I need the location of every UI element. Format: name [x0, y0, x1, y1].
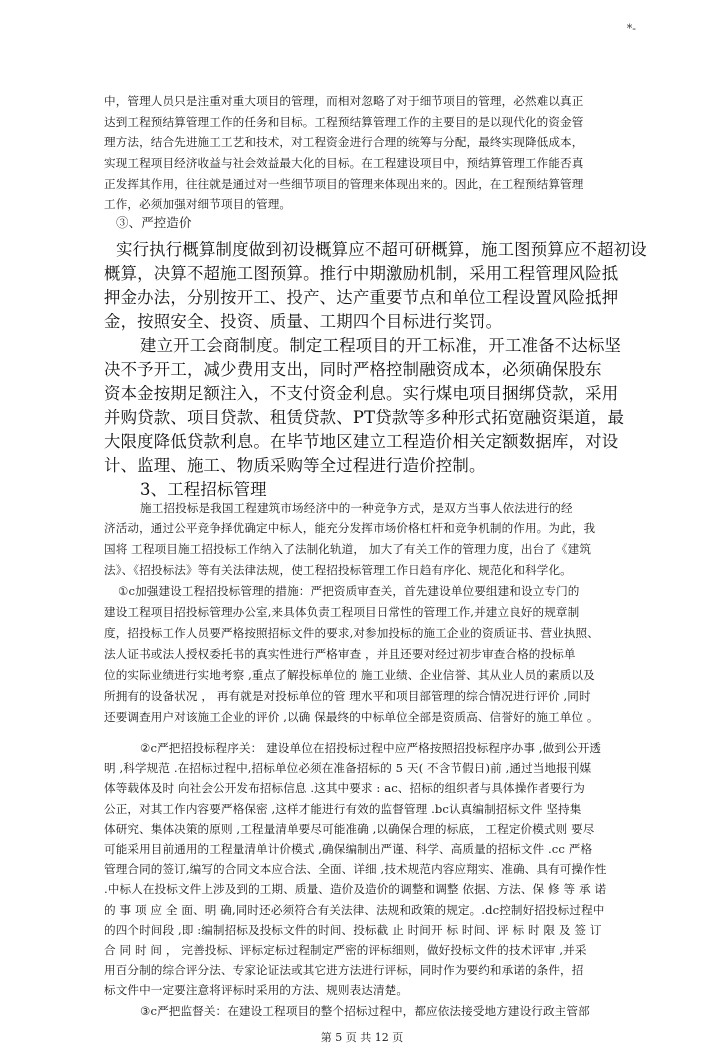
text-line: 位的实际业绩进行实地考察 ,重点了解投标单位的 施工业绩、企业信誉、其从业人员的素质以及: [104, 668, 595, 682]
text-line: 大限度降低贷款利息。在毕节地区建立工程造价相关定额数据库，对设: [104, 432, 619, 451]
text-line: 理方法，结合先进施工工艺和技术，对工程资金进行合理的统筹与分配，最终实现降低成本，: [104, 135, 584, 149]
text-line: 的 事 项 应 全 面、明 确,同时还必须符合有关法律、法规和政策的规定。.dc控制好招投标过程中: [104, 902, 605, 917]
text-line: 还要调查用户对该施工企业的评价 ,以确 保最终的中标单位全部是资质高、信誉好的施工单位 。: [104, 710, 599, 724]
text-line: 体研究、集体决策的原则 ,工程量清单要尽可能准确 ,以确保合理的标底， 工程定价模式则 要尽: [104, 821, 595, 836]
text-line: 建立开工会商制度。制定工程项目的开工标准，开工准备不达标坚: [140, 336, 622, 355]
text-line: 标文件中一定要注意将评标时采用的方法、规则表达清楚。: [104, 983, 409, 998]
text-line: 合 同 时 间 ， 完善投标、评标定标过程制定严密的评标细则，做好投标文件的技术评审 ,并采: [104, 943, 587, 957]
section-heading: 3、工程招标管理: [140, 480, 267, 499]
page-footer: 第 5 页 共 12 页: [320, 1030, 404, 1044]
text-line: 法人证书或法人授权委托书的真实性进行严格审查 ，并且还要对经过初步审查合格的投标单: [104, 647, 576, 661]
text-line: 概算，决算不超施工图预算。推行中期激励机制，采用工程管理风险抵: [104, 264, 619, 283]
text-line: 的四个时间段 ,即 :编制招标及投标文件的时间、投标截 止 时间开 标 时间、评 标 时 限 及 签 订: [104, 922, 602, 937]
text-line: 中，管理人员只是注重对重大项目的管理，而相对忽略了对于细节项目的管理，必然难以真正: [104, 94, 584, 108]
text-line: 押金办法，分别按开工、投产、达产重要节点和单位工程设置风险抵押: [104, 288, 619, 307]
text-line: ③c严把监督关：在建设工程项目的整个招标过程中，都应依法接受地方建设行政主管部: [140, 1003, 590, 1018]
text-line: 计、监理、施工、物质采购等全过程进行造价控制。: [104, 456, 486, 475]
text-line: 可能采用目前通用的工程量清单计价模式 ,确保编制出严谨、科学、高质量的招标文件 .cc 严格: [104, 842, 593, 856]
text-line: 所拥有的设备状况 ， 再有就是对投标单位的管 理水平和项目部管理的综合情况进行评价 ,同时: [104, 689, 591, 703]
text-line: 度，招投标工作人员要严格按照招标文件的要求,对参加投标的施工企业的资质证书、营业执照、: [104, 626, 599, 640]
text-line: .中标人在投标文件上涉及到的工期、质量、造价及造价的调整和调整 依据、方法、保 修 等 承 诺: [104, 882, 607, 897]
text-line: ②c严把招投标程序关： 建设单位在招投标过程中应严格按照招投标程序办事 ,做到公开透: [140, 741, 602, 755]
text-line: 明 ,科学规范 .在招标过程中,招标单位必须在准备招标的 5 天( 不含节假日)前 ,通过当地报刊媒: [104, 761, 592, 776]
text-line: 法》、《招投标法》等有关法律法规，使工程招投标管理工作日趋有序化、规范化和科学化。: [104, 563, 572, 577]
text-line: 决不予开工，减少费用支出，同时严格控制融资成本，必须确保股东: [104, 360, 602, 379]
text-line: 资本金按期足额注入，不支付资金利息。实行煤电项目捆绑贷款，采用: [104, 384, 619, 403]
text-line: 并购贷款、项目贷款、租赁贷款、PT贷款等多种形式拓宽融资渠道，最: [104, 408, 625, 427]
text-line: 正发挥其作用，往往就是通过对一些细节项目的管理来体现出来的。因此，在工程预结算管理: [104, 177, 584, 191]
text-line: 济活动，通过公平竞争择优确定中标人，能充分发挥市场价格杠杆和竞争机制的作用。为此，我: [104, 521, 596, 535]
text-line: 实现工程项目经济收益与社会效益最大化的目标。在工程建设项目中，预结算管理工作能否真: [104, 156, 584, 170]
text-line: ①c加强建设工程招投标管理的措施：严把资质审查关，首先建设单位要组建和设立专门的: [118, 584, 580, 598]
text-line: 体等载体及时 向社会公开发布招标信息 .这其中要求 : ac、招标的组织者与具体操作者要行为: [104, 781, 585, 796]
text-line: 实行执行概算制度做到初设概算应不超可研概算，施工图预算应不超初设: [116, 240, 647, 259]
text-line: 国将 工程项目施工招投标工作纳入了法制化轨道， 加大了有关工作的管理力度，出台了《建筑: [104, 542, 592, 556]
text-line: 用百分制的综合评分法、专家论证法或其它进方法进行评标，同时作为要约和承诺的条件，招: [104, 963, 584, 978]
text-line: 达到工程预结算管理工作的任务和目标。工程预结算管理工作的主要目的是以现代化的资金管: [104, 115, 584, 129]
text-line: 施工招投标是我国工程建筑市场经济中的一种竞争方式，是双方当事人依法进行的经: [140, 501, 573, 515]
text-line: 管理合同的签订,编写的合同文本应合法、全面、详细 ,技术规范内容应翔实、准确、具有可操作性: [104, 862, 607, 877]
text-line: 金，按照安全、投资、质量、工期四个目标进行奖罚。: [104, 312, 503, 331]
text-line: 建设工程项目招投标管理办公室,来具体负责工程项目日常性的管理工作,并建立良好的规章制: [104, 605, 580, 619]
header-mark: *-: [626, 22, 636, 35]
text-line: 公正，对其工作内容要严格保密 ,这样才能进行有效的监督管理 .bc认真编制招标文件 坚持集: [104, 801, 582, 816]
text-line: 工作，必须加强对细节项目的管理。: [104, 197, 292, 211]
section-heading: ③、严控造价: [116, 215, 192, 230]
